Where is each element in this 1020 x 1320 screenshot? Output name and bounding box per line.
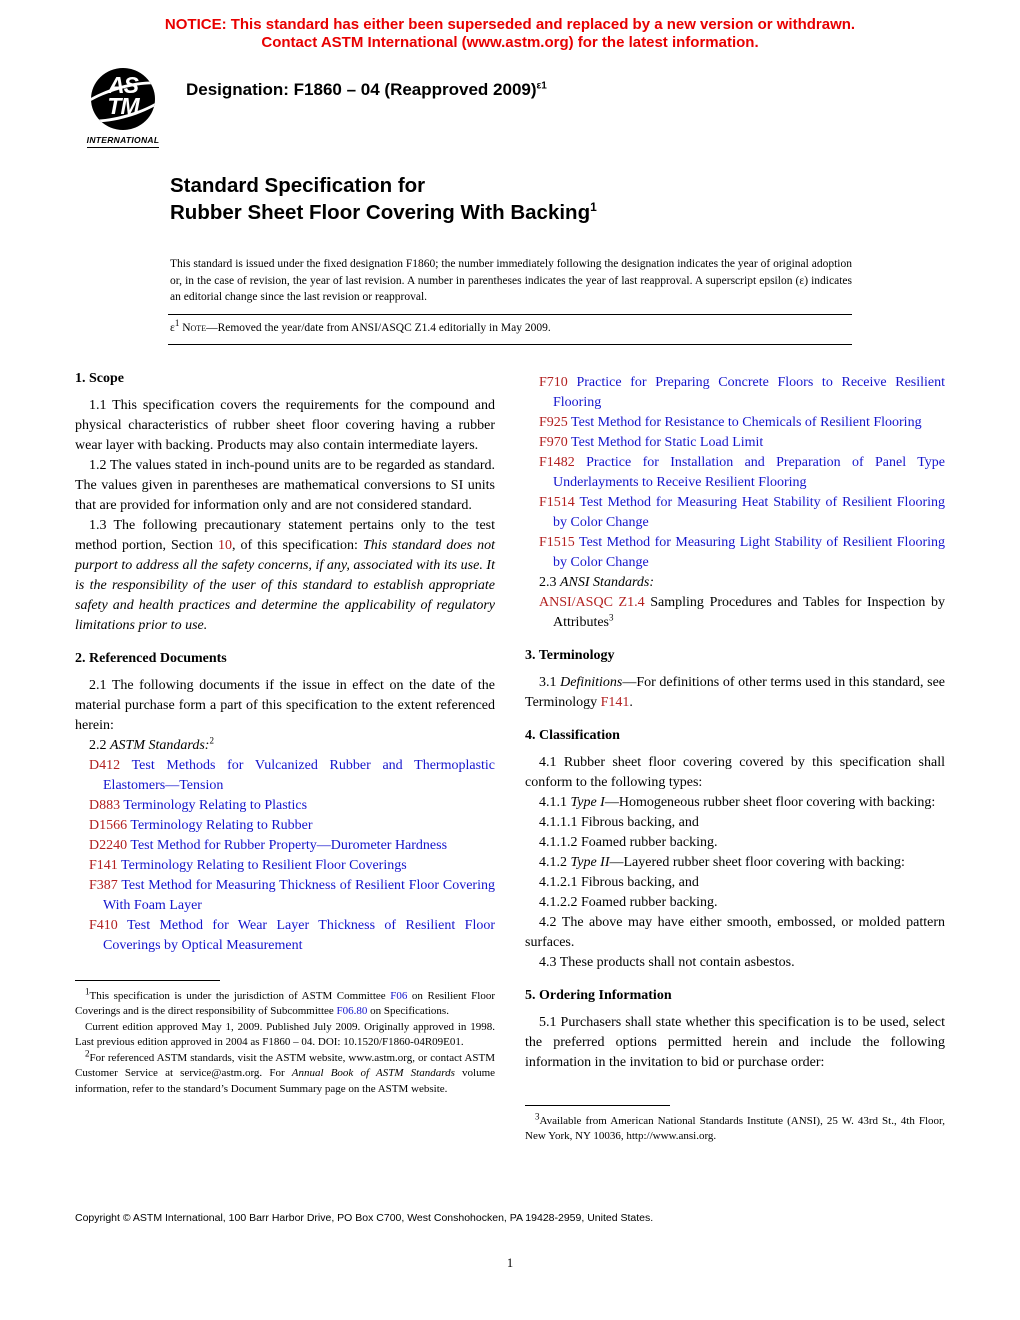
- para-2-3: 2.3 ANSI Standards:: [539, 574, 654, 590]
- designation-epsilon-sup: ε1: [536, 80, 547, 92]
- footnote-divider: [525, 1105, 670, 1106]
- copyright-line: Copyright © ASTM International, 100 Barr Harbor Drive, PO Box C700, West Conshohocken, PA 19428-2959, United States.: [75, 1212, 654, 1224]
- ref-item-f1482: [525, 453, 945, 493]
- ref-item-f710: [525, 373, 945, 413]
- standard-title-link[interactable]: Practice for Installation and Preparation of Panel Type Underlayments to Receive Resilient Flooring: [553, 454, 945, 490]
- terminology-f141-link[interactable]: F141: [600, 694, 630, 710]
- para-4-2: 4.2 The above may have either smooth, embossed, or molded pattern surfaces.: [525, 914, 945, 950]
- left-footnotes: [75, 980, 495, 1098]
- ref-item-ansi-z14: [525, 593, 945, 633]
- editorial-note: [168, 314, 852, 345]
- designation-line: Designation: F1860 – 04 (Reapproved 2009)$^{\varepsilon 1}$: [186, 80, 547, 99]
- standard-title-link[interactable]: Terminology Relating to Resilient Floor Coverings: [121, 857, 407, 873]
- footnote-ref-2: 2: [209, 734, 214, 745]
- para-2-2: 2.2 ASTM Standards:$^2$: [89, 734, 214, 753]
- note-label: Note: [182, 321, 207, 334]
- footnote-1-edition: Current edition approved May 1, 2009. Published July 2009. Originally approved in 1998. Last previous edition approved in 2004 as F1860 – 04. DOI: 10.1520/F1860-04R09E01.: [75, 1020, 495, 1048]
- standard-link[interactable]: F1482: [539, 454, 575, 470]
- committee-f06-link[interactable]: F06: [390, 989, 408, 1002]
- left-column: [75, 369, 495, 1145]
- para-3-1: 3.1 Definitions—For definitions of other terms used in this standard, see Terminology F141.: [525, 674, 946, 710]
- footnote-ref-3: 3: [609, 611, 614, 622]
- para-1-1: 1.1 This specification covers the requirements for the compound and physical characteristics of rubber sheet floor covering having a rubber wear layer with backing. Products may also contain intermediate layers.: [75, 397, 495, 453]
- standard-title-link[interactable]: Terminology Relating to Plastics: [123, 797, 308, 813]
- ansi-standard-link[interactable]: ANSI/ASQC Z1.4: [539, 594, 645, 610]
- para-1-2: 1.2 The values stated in inch-pound units are to be regarded as standard. The values given in parentheses are mathematical conversions to SI units that are provided for information only and are not considered standard.: [75, 457, 495, 513]
- standard-title-link[interactable]: Test Method for Measuring Light Stability of Resilient Flooring by Color Change: [553, 534, 946, 570]
- astm-logo-mark: AS TM: [91, 68, 155, 130]
- footnote-divider: [75, 980, 220, 981]
- document-header: [76, 68, 1020, 148]
- ref-item-f970: [525, 433, 945, 453]
- para-4-1-2: 4.1.2 Type II—Layered rubber sheet floor covering with backing:: [539, 854, 905, 870]
- ref-item-d883: [75, 796, 495, 816]
- standard-title-link[interactable]: Test Method for Resistance to Chemicals of Resilient Flooring: [571, 414, 922, 430]
- standard-link[interactable]: F410: [89, 917, 118, 933]
- para-4-1-1-1: 4.1.1.1 Fibrous backing, and: [539, 814, 699, 830]
- standard-link[interactable]: D883: [89, 797, 121, 813]
- para-4-1-1-2: 4.1.1.2 Foamed rubber backing.: [539, 834, 718, 850]
- standard-link[interactable]: F141: [89, 857, 118, 873]
- standard-link[interactable]: F1515: [539, 534, 575, 550]
- standard-title-link[interactable]: Test Methods for Vulcanized Rubber and Thermoplastic Elastomers—Tension: [103, 757, 496, 793]
- section-10-link[interactable]: 10: [218, 537, 233, 553]
- right-footnotes: [525, 1105, 945, 1145]
- standard-link[interactable]: F925: [539, 414, 568, 430]
- superseded-notice: [0, 0, 1020, 52]
- ref-item-f387: [75, 876, 495, 916]
- subcommittee-f0680-link[interactable]: F06.80: [336, 1005, 368, 1017]
- standard-link[interactable]: F710: [539, 374, 568, 390]
- standard-link[interactable]: D1566: [89, 817, 128, 833]
- para-5-1: 5.1 Purchasers shall state whether this specification is to be used, select the preferred options permitted herein and include the following information in the invitation to bid or purchase order:: [525, 1014, 945, 1070]
- standard-title-link[interactable]: Terminology Relating to Rubber: [130, 817, 313, 833]
- section-2-heading: 2. Referenced Documents: [75, 650, 227, 666]
- footnote-3: $^3$Available from American National Standards Institute (ANSI), 25 W. 43rd St., 4th Floor, New York, NY 10036, http://www.ansi.org.: [525, 1110, 945, 1142]
- body-columns: [75, 369, 945, 1145]
- ref-item-d2240: [75, 836, 495, 856]
- section-1-heading: 1. Scope: [75, 370, 124, 386]
- section-4-heading: 4. Classification: [525, 727, 620, 743]
- standard-title-link[interactable]: Practice for Preparing Concrete Floors to Receive Resilient Flooring: [553, 374, 946, 410]
- para-2-1: 2.1 The following documents if the issue in effect on the date of the material purchase form a part of this specification to the extent referenced herein:: [75, 677, 495, 733]
- astm-logo-international: INTERNATIONAL: [87, 135, 160, 148]
- astm-logo: [76, 68, 170, 148]
- ref-item-f1514: [525, 493, 945, 533]
- section-5-heading: 5. Ordering Information: [525, 987, 672, 1003]
- ref-item-d412: [75, 756, 495, 796]
- ansi-standard-title: Sampling Procedures and Tables for Inspection by Attributes: [553, 594, 945, 630]
- standard-link[interactable]: D2240: [89, 837, 128, 853]
- safety-caveat: This standard does not purport to address all the safety concerns, if any, associated with its use. It is the responsibility of the user of this standard to establish appropriate safety and health practices and determine the applicability of regulatory limitations prior to use.: [75, 537, 496, 633]
- standard-link[interactable]: F387: [89, 877, 118, 893]
- standard-link[interactable]: F970: [539, 434, 568, 450]
- footnote-2: $^2$For referenced ASTM standards, visit the ASTM website, www.astm.org, or contact ASTM Customer Service at service@astm.org. For Annual Book of ASTM Standards volume information, refer to the standard’s Document Summary page on the ASTM website.: [75, 1047, 496, 1095]
- para-4-1-1: 4.1.1 Type I—Homogeneous rubber sheet floor covering with backing:: [539, 794, 936, 810]
- ref-item-d1566: [75, 816, 495, 836]
- title-line-2: Rubber Sheet Floor Covering With Backing$^1$: [170, 200, 597, 224]
- standard-title-link[interactable]: Test Method for Measuring Thickness of Resilient Floor Covering With Foam Layer: [103, 877, 495, 913]
- para-4-1-2-1: 4.1.2.1 Fibrous backing, and: [539, 874, 699, 890]
- section-3-heading: 3. Terminology: [525, 647, 615, 663]
- note-epsilon: $\varepsilon^1$: [170, 317, 180, 334]
- standard-link[interactable]: D412: [89, 757, 121, 773]
- ref-item-f141: [75, 856, 495, 876]
- page-number: 1: [506, 1256, 514, 1270]
- para-4-1-2-2: 4.1.2.2 Foamed rubber backing.: [539, 894, 718, 910]
- ref-item-f410: [75, 916, 495, 956]
- ref-item-f1515: [525, 533, 945, 573]
- para-4-3: 4.3 These products shall not contain asbestos.: [539, 954, 795, 970]
- notice-line-1: NOTICE: This standard has either been superseded and replaced by a new version or withdrawn.: [164, 16, 856, 33]
- standard-title-link[interactable]: Test Method for Static Load Limit: [571, 434, 764, 450]
- standard-link[interactable]: F1514: [539, 494, 575, 510]
- para-1-3: 1.3 The following precautionary statement pertains only to the test method portion, Section 10, of this specification: This standard does not purport to address all the safety concerns, if any, associated with its use. It is the responsibility of the user of this standard to establish appropriate safety and health practices and determine the applicability of regulatory limitations prior to use.: [75, 517, 496, 633]
- notice-line-2: Contact ASTM International (www.astm.org) for the latest information.: [261, 34, 759, 51]
- title-footnote-ref: 1: [590, 200, 597, 215]
- standard-title-link[interactable]: Test Method for Wear Layer Thickness of Resilient Floor Coverings by Optical Measurement: [103, 917, 496, 953]
- right-column: [525, 369, 945, 1145]
- issuance-paragraph: This standard is issued under the fixed designation F1860; the number immediately following the designation indicates the year of original adoption or, in the case of revision, the year of last revision. A number in parentheses indicates the year of last reapproval. A superscript epsilon (ε) indicates an editorial change since the last revision or reapproval.: [170, 258, 852, 303]
- standard-title-link[interactable]: Test Method for Measuring Heat Stability of Resilient Flooring by Color Change: [553, 494, 945, 530]
- title-line-1: Standard Specification for: [170, 174, 426, 197]
- ref-item-f925: [525, 413, 945, 433]
- standard-title-link[interactable]: Test Method for Rubber Property—Durometer Hardness: [130, 837, 448, 853]
- standard-title: [170, 172, 1020, 226]
- note-text: —Removed the year/date from ANSI/ASQC Z1.4 editorially in May 2009.: [206, 321, 551, 334]
- para-4-1: 4.1 Rubber sheet floor covering covered by this specification shall conform to the following types:: [525, 754, 945, 790]
- footnote-1: $^1$This specification is under the jurisdiction of ASTM Committee F06 on Resilient Floor Coverings and is the direct responsibility of Subcommittee F06.80 on Specifications.: [75, 985, 495, 1017]
